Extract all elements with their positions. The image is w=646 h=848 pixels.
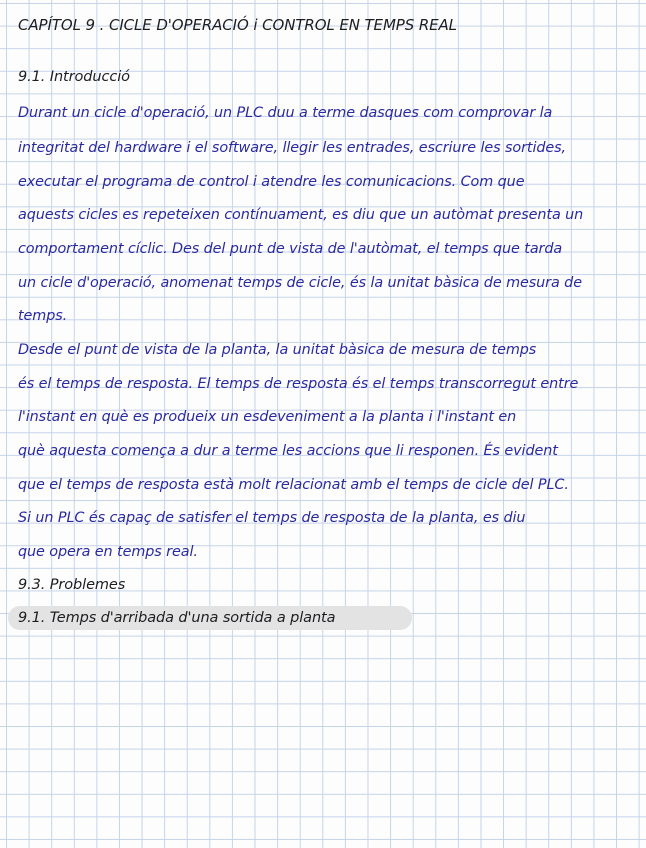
intro-line: un cicle d'operació, anomenat temps de cicle, és la unitat bàsica de mesura de xyxy=(18,275,582,291)
intro-line: integritat del hardware i el software, llegir les entrades, escriure les sortides, xyxy=(18,140,567,156)
intro-line: que el temps de resposta està molt relacionat amb el temps de cicle del PLC. xyxy=(18,477,569,493)
chapter-title: CAPÍTOL 9 . CICLE D'OPERACIÓ i CONTROL EN TEMPS REAL xyxy=(18,16,457,34)
section-problems-heading: 9.3. Problemes xyxy=(18,577,126,593)
intro-line: executar el programa de control i atendre les comunicacions. Com que xyxy=(18,174,525,190)
intro-line: que opera en temps real. xyxy=(18,544,198,560)
intro-line: Si un PLC és capaç de satisfer el temps de resposta de la planta, es diu xyxy=(18,510,526,526)
intro-line: què aquesta comença a dur a terme les accions que li responen. És evident xyxy=(18,443,558,459)
intro-line: comportament cíclic. Des del punt de vista de l'autòmat, el temps que tarda xyxy=(18,241,563,257)
intro-line: Desde el punt de vista de la planta, la unitat bàsica de mesura de temps xyxy=(18,342,537,358)
intro-line: és el temps de resposta. El temps de resposta és el temps transcorregut entre xyxy=(18,376,579,392)
problem-heading: 9.1. Temps d'arribada d'una sortida a planta xyxy=(18,610,336,626)
intro-line: l'instant en què es produeix un esdeveniment a la planta i l'instant en xyxy=(18,409,517,425)
intro-line: aquests cicles es repeteixen contínuament, es diu que un autòmat presenta un xyxy=(18,207,584,223)
intro-line: temps. xyxy=(18,308,68,324)
section-intro-heading: 9.1. Introducció xyxy=(18,69,130,85)
intro-line: Durant un cicle d'operació, un PLC duu a terme dasques com comprovar la xyxy=(18,105,553,121)
